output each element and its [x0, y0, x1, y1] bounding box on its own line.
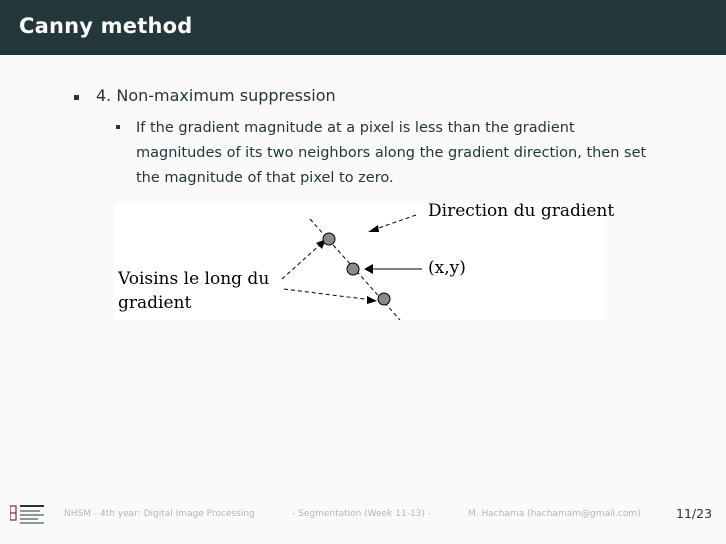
- pixel-label: (x,y): [428, 258, 466, 278]
- institution-logo-icon: [10, 502, 50, 526]
- footer-section: - Segmentation (Week 11-13) -: [292, 509, 432, 519]
- title-bar: [0, 0, 726, 55]
- slide-title: Canny method: [19, 14, 193, 38]
- neighbors-label-line1: Voisins le long du: [118, 269, 270, 289]
- neighbor-pixel-lower: [378, 293, 390, 305]
- nms-figure: [114, 201, 615, 320]
- center-pixel: [347, 263, 359, 275]
- neighbor-pixel-upper: [323, 233, 335, 245]
- direction-arrowhead: [368, 225, 379, 232]
- page-number: 11/23: [676, 506, 713, 521]
- bullet-square-icon: [116, 125, 120, 129]
- neighbor-arrow-lower: [284, 289, 372, 300]
- pixel-arrowhead: [364, 264, 373, 274]
- direction-label: Direction du gradient: [428, 201, 615, 221]
- footer-author: M. Hachama (hachamam@gmail.com): [468, 509, 641, 519]
- neighbors-label-line2: gradient: [118, 293, 192, 313]
- bullet-main-text: 4. Non-maximum suppression: [96, 86, 336, 105]
- bullet-square-icon: [74, 95, 79, 100]
- bullet-sub-text: If the gradient magnitude at a pixel is less than the gradient magnitudes of its two neighbors along the gradient direction, then set the magnitude of that pixel to zero.: [136, 120, 647, 186]
- footer-course: NHSM - 4th year: Digital Image Processing: [64, 509, 255, 519]
- footer: [0, 500, 726, 544]
- neighbor-arrowhead-lower: [367, 296, 377, 304]
- neighbor-arrow-upper: [282, 243, 322, 279]
